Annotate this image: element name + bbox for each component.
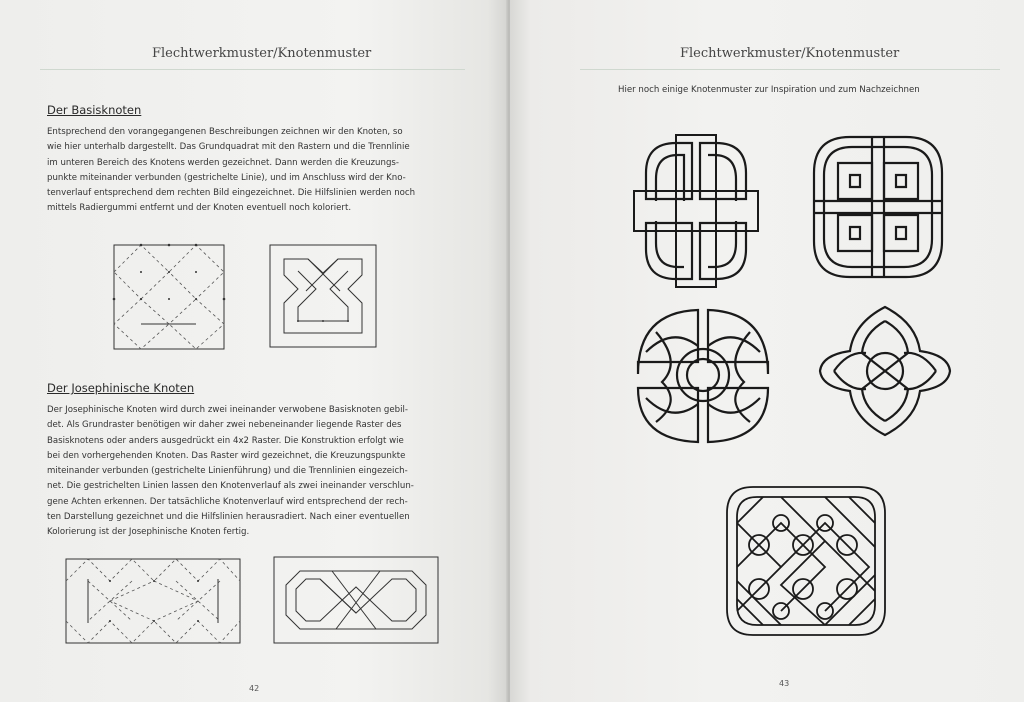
basisknoten-final-figure — [268, 243, 378, 349]
right-page — [510, 0, 1024, 702]
right-page-header: Flechtwerkmuster/Knotenmuster — [680, 46, 900, 61]
text-line: miteinander verbunden (gestrichelte Linienführung) und die Trennlinien eingezeich- — [47, 466, 408, 477]
page-number-left: 42 — [249, 684, 260, 693]
text-line: Basisknotens oder anders ausgedrückt ein 4x2 Raster. Die Konstruktion erfolgt wie — [47, 435, 404, 446]
text-line: det. Als Grundraster benötigen wir daher zwei nebeneinander liegende Raster des — [47, 420, 402, 431]
section-body-basisknoten — [47, 125, 415, 217]
section-body-josephinisch — [47, 403, 414, 541]
knot-pattern-3 — [632, 302, 774, 448]
josephinisch-final-figure — [272, 555, 440, 645]
knot-pattern-4 — [816, 303, 954, 439]
page-number-right: 43 — [779, 679, 790, 688]
section-title-josephinisch: Der Josephinische Knoten — [47, 381, 195, 395]
text-line: Kolorierung ist der Josephinische Knoten fertig. — [47, 527, 250, 538]
section-title-basisknoten: Der Basisknoten — [47, 103, 142, 117]
left-header-rule — [40, 69, 465, 70]
text-line: im unteren Bereich des Knotens werden gezeichnet. Dann werden die Kreuzungs- — [47, 157, 399, 168]
text-line: punkte miteinander verbunden (gestrichelte Linie), und im Anschluss wird der Kno- — [47, 172, 406, 183]
text-line: mittels Radiergummi entfernt und der Knoten eventuell noch koloriert. — [47, 203, 352, 214]
text-line: ten Darstellung gezeichnet und die Hilfslinien herausradiert. Nach einer eventuellen — [47, 512, 410, 523]
text-line: Entsprechend den vorangegangenen Beschreibungen zeichnen wir den Knoten, so — [47, 127, 403, 137]
basisknoten-grid-figure — [112, 243, 226, 351]
text-line: wie hier unterhalb dargestellt. Das Grundquadrat mit den Rastern und die Trennlinie — [47, 142, 410, 153]
text-line: net. Die gestrichelten Linien lassen den Knotenverlauf als zwei ineinander verschlun- — [47, 481, 414, 492]
right-header-rule — [580, 69, 1000, 70]
text-line: Der Josephinische Knoten wird durch zwei ineinander verwobene Basisknoten gebil- — [47, 405, 408, 415]
knot-pattern-2 — [810, 133, 946, 281]
knot-pattern-1 — [632, 133, 760, 289]
right-page-intro: Hier noch einige Knotenmuster zur Inspiration und zum Nachzeichnen — [618, 85, 920, 95]
text-line: tenverlauf entsprechend dem rechten Bild eingezeichnet. Die Hilfslinien werden noch — [47, 188, 416, 199]
text-line: bei den vorhergehenden Knoten. Das Raster wird gezeichnet, die Kreuzungspunkte — [47, 450, 406, 461]
knot-pattern-5 — [723, 483, 889, 639]
left-page-header: Flechtwerkmuster/Knotenmuster — [152, 46, 372, 61]
left-page — [0, 0, 508, 702]
text-line: gene Achten erkennen. Der tatsächliche Knotenverlauf wird entsprechend der rech- — [47, 496, 408, 507]
josephinisch-grid-figure — [62, 555, 244, 647]
